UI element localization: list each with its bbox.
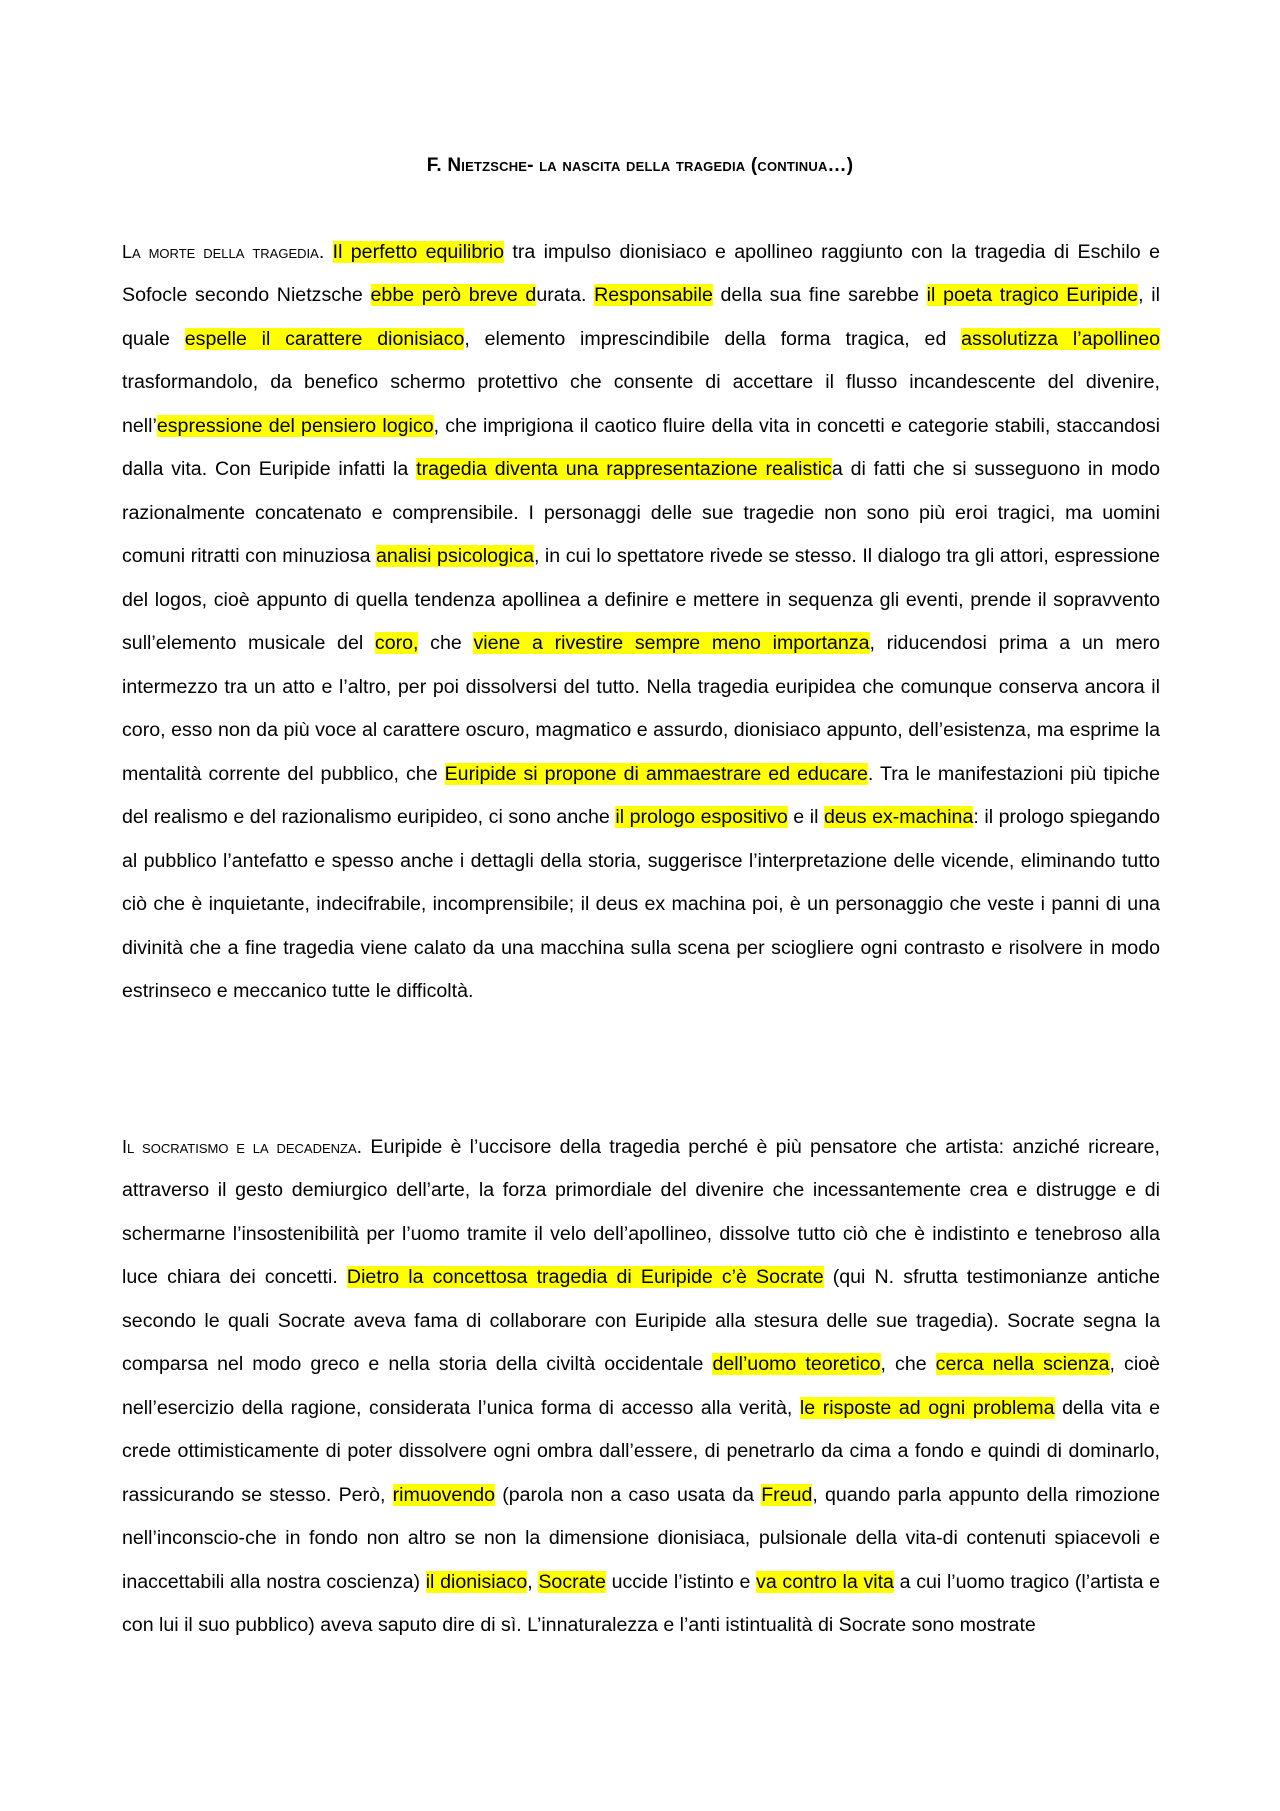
highlighted-text: coro, [374,632,419,655]
body-text: della sua fine sarebbe [712,284,927,307]
body-text: e il [787,806,825,829]
highlighted-text: analisi psicologica [375,545,534,568]
body-text: : il prologo spiegando al pubblico l’antefatto e spesso anche i dettagli della storia, suggerisce l’interpretazione delle vicende, eliminando tutto ciò che è inquietante, indecifrabile, incomprensibile; il deus ex machina poi, è un personaggio che veste i panni di una divinità che a fine tragedia viene calato da una macchina sulla scena per sciogliere ogni contrasto e risolvere in modo estrinseco e meccanico tutte le difficoltà. [122,806,1160,1003]
highlighted-text: dell’uomo teoretico [712,1353,881,1376]
paragraph-morte-tragedia [122,231,1160,1014]
body-text: (parola non a caso usata da [495,1483,762,1506]
section-heading: La morte della tragedia [122,241,319,262]
body-text: tra impulso dionisiaco e apollineo raggiunto con la tragedia di Eschilo e Sofocle secondo Nietzsche [122,240,1160,307]
document-title: F. Nietzsche- la nascita della tragedia (continua…) [426,155,854,176]
highlighted-text: Responsabile [594,284,713,307]
highlighted-text: espelle il carattere dionisiaco [184,327,465,350]
paragraph-socratismo [122,1126,1160,1648]
body-text: . Tra le manifestazioni più tipiche del realismo e del razionalismo euripideo, ci sono anche [122,762,1160,829]
body-text: , elemento imprescindibile della forma tragica, ed [464,327,962,350]
body-text: , cioè nell’esercizio della ragione, considerata l’unica forma di accesso alla verità, [122,1353,1160,1419]
body-text: , il quale [122,284,1161,350]
body-text: , che [880,1353,936,1376]
body-text: , in cui lo spettatore rivede se stesso. Il dialogo tra gli attori, espressione del logos, cioè appunto di quella tendenza apollinea a definire e mettere in sequenza gli eventi, prende il sopravvento sull’elemento musicale del [122,545,1160,655]
body-text: . [318,240,333,263]
body-text: uccide l’istinto e [605,1570,757,1593]
body-text: urata. [536,284,595,307]
highlighted-text: le risposte ad ogni problema [799,1396,1055,1419]
body-text: , [527,1570,539,1593]
highlighted-text: rimuovendo [392,1483,496,1506]
highlighted-text: deus ex-machina [824,806,974,829]
body-text: . Euripide è l’uccisore della tragedia perché è più pensatore che artista: anziché ricreare, attraverso il gesto demiurgico dell’arte, la forza primordiale del divenire che incessantemente crea e distrugge e di schermarne l’insostenibilità per l’uomo tramite il velo dell’apollineo, dissolve tutto ciò che è indistinto e tenebroso alla luce chiara dei concetti. [122,1135,1160,1289]
body-text: a di fatti che si susseguono in modo razionalmente concatenato e comprensibile. I personaggi delle sue tragedie non sono più eroi tragici, ma uomini comuni ritratti con minuziosa [122,458,1160,568]
body-text: , quando parla appunto della rimozione nell’inconscio-che in fondo non altro se non la dimensione dionisiaca, pulsionale della vita-di contenuti spiacevoli e inaccettabili alla nostra coscienza) [122,1483,1160,1593]
highlighted-text: viene a rivestire sempre meno importanza [473,632,870,655]
body-text: (qui N. sfrutta testimonianze antiche secondo le quali Socrate aveva fama di collaborare con Euripide alla stesura delle sue tragedia). Socrate segna la comparsa nel modo greco e nella storia della civiltà occidentale [122,1266,1160,1376]
highlighted-text: cerca nella scienza [935,1353,1110,1376]
highlighted-text: il dionisiaco [425,1570,528,1593]
highlighted-text: Freud [761,1483,813,1506]
highlighted-text: Euripide si propone di ammaestrare ed educare [444,762,868,785]
body-text: della vita e crede ottimisticamente di poter dissolvere ogni ombra dall’essere, di penetrarlo da cima a fondo e quindi di dominarlo, rassicurando se stesso. Però, [122,1396,1160,1506]
body-text: trasformandolo, da benefico schermo protettivo che consente di accettare il flusso incandescente del divenire, nell’ [122,371,1160,437]
highlighted-text: espressione del pensiero logico [156,414,434,437]
body-text: , riducendosi prima a un mero intermezzo tra un atto e l’altro, per poi dissolversi del tutto. Nella tragedia euripidea che comunque conserva ancora il coro, esso non da più voce al carattere oscuro, magmatico e assurdo, dionisiaco appunto, dell’esistenza, ma esprime la mentalità corrente del pubblico, che [122,632,1160,785]
highlighted-text: Socrate [538,1570,606,1593]
body-text: che [418,632,474,655]
highlighted-text: tragedia diventa una rappresentazione realistic [416,458,832,481]
body-text: , che imprigiona il caotico fluire della vita in concetti e categorie stabili, staccandosi dalla vita. Con Euripide infatti la [122,414,1160,481]
highlighted-text: il poeta tragico Euripide [926,284,1139,307]
highlighted-text: il prologo espositivo [615,806,788,829]
body-text: a cui l’uomo tragico (l’artista e con lui il suo pubblico) aveva saputo dire di sì. L’innaturalezza e l’anti istintualità di Socrate sono mostrate [122,1570,1160,1637]
highlighted-text: assolutizza l’apollineo [961,327,1161,350]
highlighted-text: Il perfetto equilibrio [332,240,505,263]
highlighted-text: Dietro la concettosa tragedia di Euripide c’è Socrate [346,1266,824,1289]
highlighted-text: ebbe però breve d [370,284,537,307]
highlighted-text: va contro la vita [756,1570,894,1593]
section-heading: Il socratismo e la decadenza [122,1136,357,1157]
